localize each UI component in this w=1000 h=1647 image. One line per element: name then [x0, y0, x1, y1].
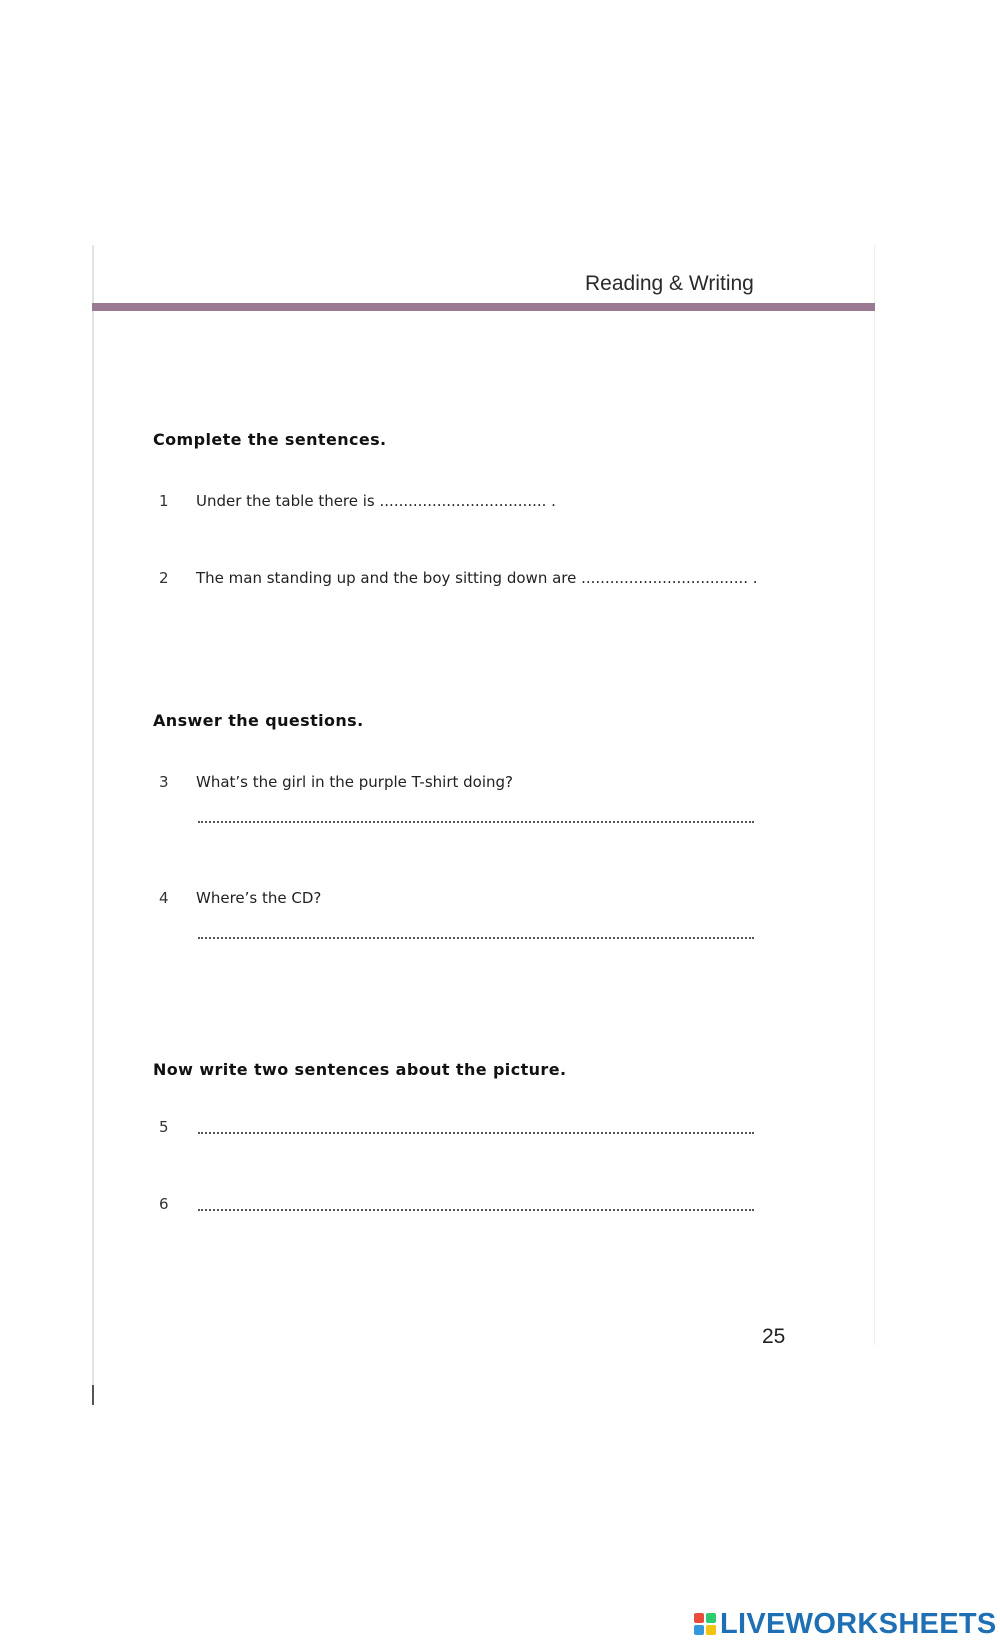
logo-square-blue	[694, 1625, 704, 1635]
logo-square-red	[694, 1613, 704, 1623]
answer-line-6[interactable]	[198, 1209, 754, 1211]
item-number-6: 6	[159, 1195, 169, 1213]
item-text-1: Under the table there is ................................... .	[196, 492, 556, 510]
brand-watermark[interactable]	[694, 1607, 997, 1640]
instruction-write-sentences: Now write two sentences about the picture.	[153, 1060, 567, 1079]
page-number: 25	[762, 1325, 786, 1348]
item-number-5: 5	[159, 1118, 169, 1136]
logo-square-yellow	[706, 1625, 716, 1635]
instruction-complete-sentences: Complete the sentences.	[153, 430, 387, 449]
item-number-2: 2	[159, 569, 169, 587]
item-number-4: 4	[159, 889, 169, 907]
brand-logo-icon	[694, 1613, 716, 1635]
item-text-2: The man standing up and the boy sitting down are ................................... .	[196, 569, 758, 587]
page-edge-right	[874, 245, 875, 1345]
item-text-3: What’s the girl in the purple T-shirt doing?	[196, 773, 514, 791]
page-edge-mark	[92, 1385, 94, 1405]
logo-square-green	[706, 1613, 716, 1623]
section-header: Reading & Writing	[585, 272, 754, 295]
item-number-3: 3	[159, 773, 169, 791]
page-edge-left	[92, 245, 94, 1400]
answer-line-4[interactable]	[198, 937, 754, 939]
answer-line-5[interactable]	[198, 1132, 754, 1134]
instruction-answer-questions: Answer the questions.	[153, 711, 364, 730]
brand-name: LIVEWORKSHEETS	[720, 1607, 997, 1640]
item-text-4: Where’s the CD?	[196, 889, 322, 907]
answer-line-3[interactable]	[198, 821, 754, 823]
item-number-1: 1	[159, 492, 169, 510]
header-bar	[92, 303, 875, 311]
